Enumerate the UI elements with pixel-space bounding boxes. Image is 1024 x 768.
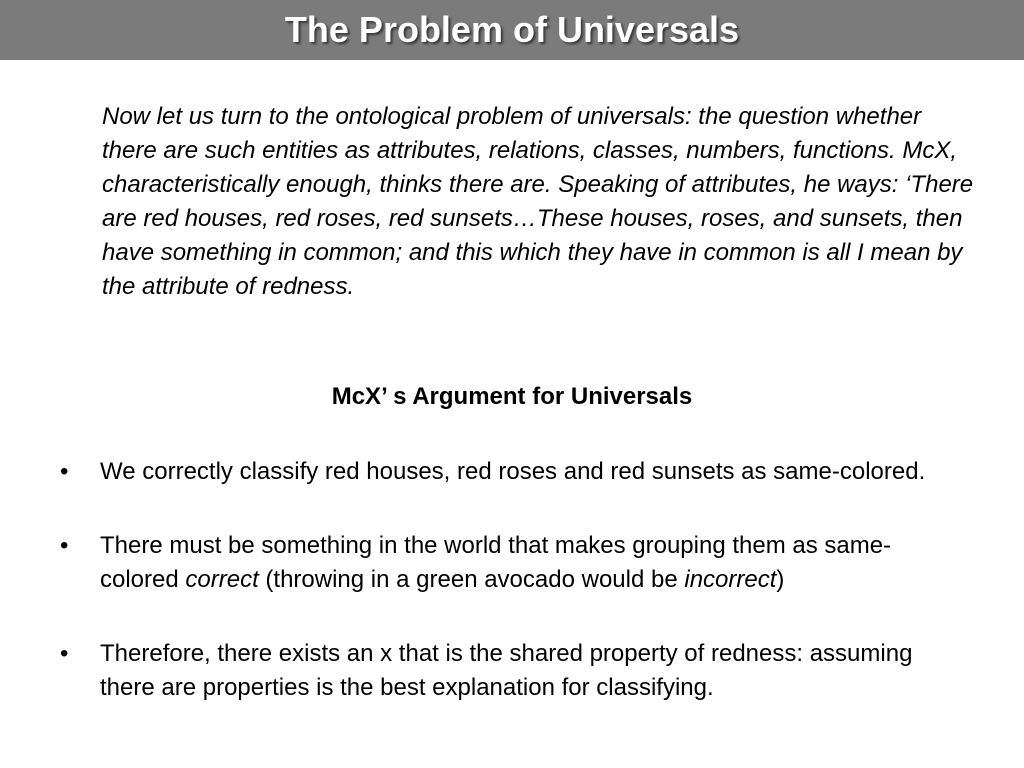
slide-title: The Problem of Universals xyxy=(284,9,740,50)
emphasis-incorrect: incorrect xyxy=(684,566,777,593)
quote-paragraph: Now let us turn to the ontological problem of universals: the question whether there are such entities as attributes, relations, classes, numbers, functions. McX, characteristically enough, thinks there are. Speaking of attributes, he ways: ‘There are red houses, red roses, red sunsets…These houses, roses, and sunsets, then have something in common; and this which they have in common is all I mean by the attribute of redness. xyxy=(102,103,974,300)
argument-list xyxy=(0,455,1024,745)
bullet-text-part: There must be something in the world that makes grouping them as same-colored xyxy=(100,532,892,593)
emphasis-correct: correct xyxy=(185,566,259,593)
bullet-text: We correctly classify red houses, red roses and red sunsets as same-colored. xyxy=(100,458,926,485)
bullet-text-part: (throwing in a green avocado would be xyxy=(258,566,685,593)
section-heading: McX’ s Argument for Universals xyxy=(331,383,693,410)
bullet-text xyxy=(100,532,891,593)
bullet-icon: • xyxy=(60,640,69,667)
bullet-text-part: ) xyxy=(776,566,785,593)
list-item xyxy=(0,529,1024,597)
list-item xyxy=(0,637,1024,705)
bullet-text: Therefore, there exists an x that is the shared property of redness: assuming there are properties is the best explanation for classifying. xyxy=(100,640,913,701)
title-bar xyxy=(0,0,1024,60)
bullet-icon: • xyxy=(60,532,69,559)
bullet-icon: • xyxy=(60,458,69,485)
list-item xyxy=(0,455,1024,489)
